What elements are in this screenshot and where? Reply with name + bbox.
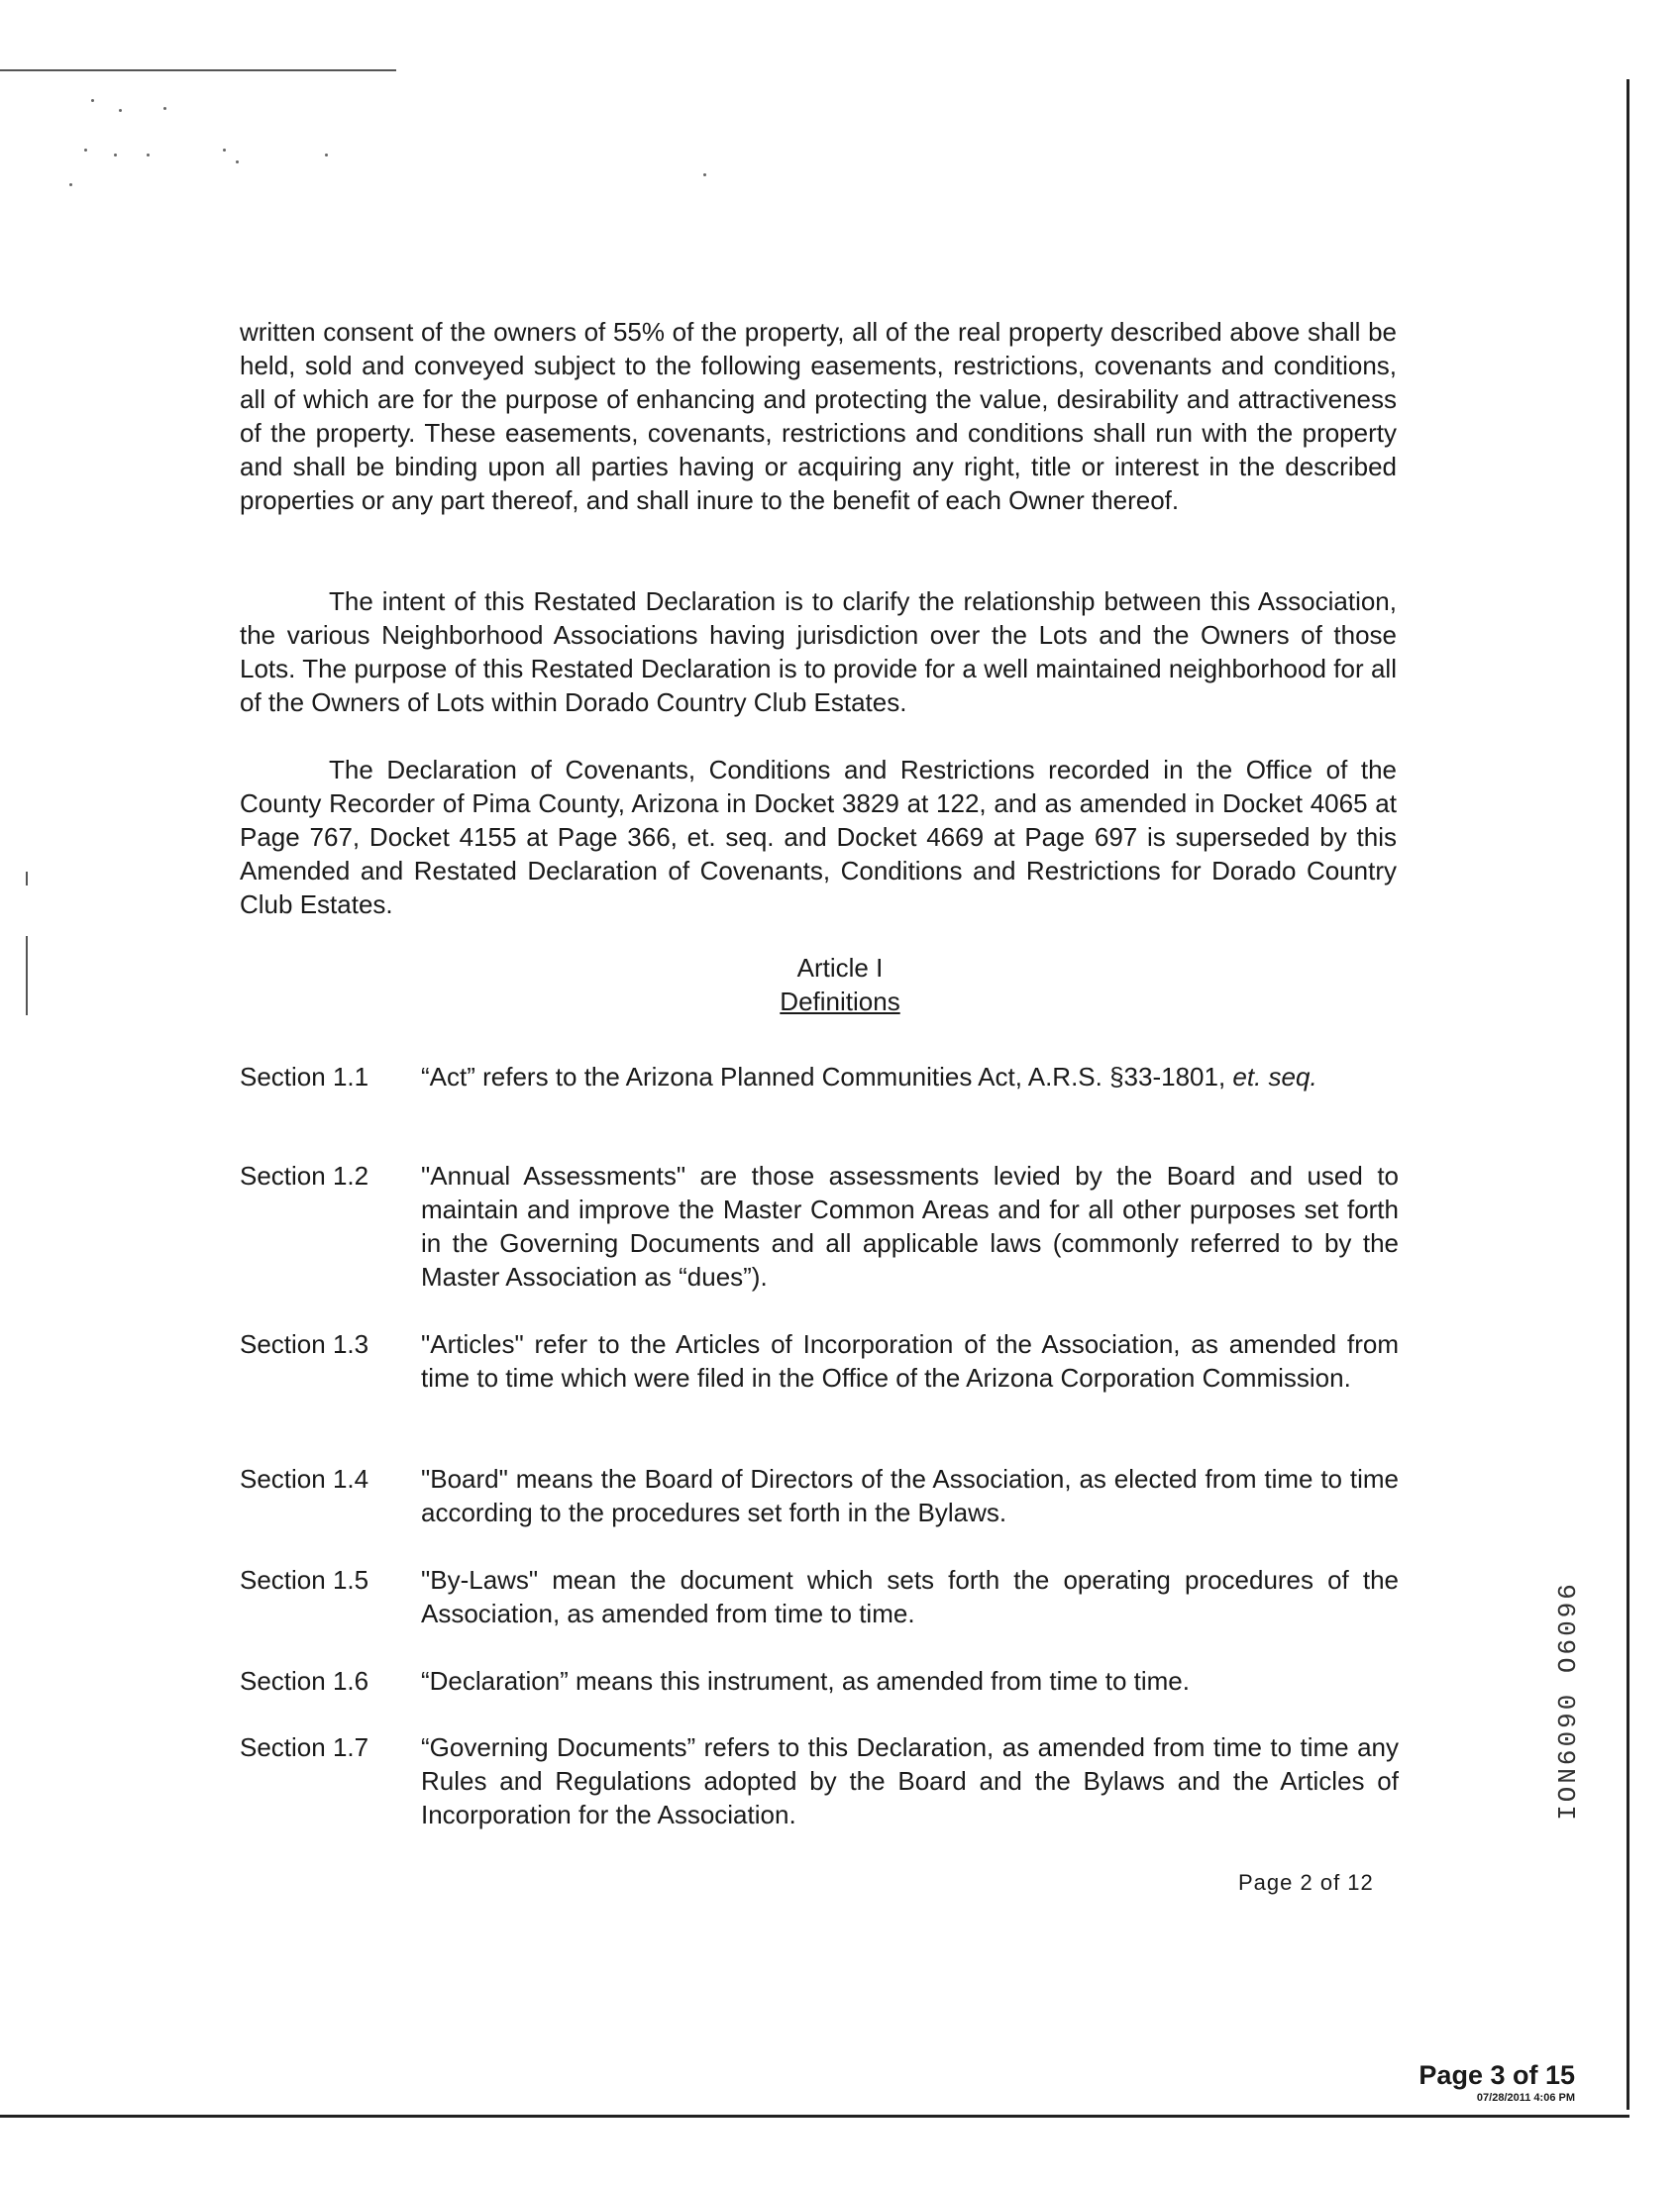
recorder-page-stamp: Page 3 of 15 [1418, 2060, 1575, 2090]
article-title: Article I [796, 953, 884, 983]
recorder-datetime: 07/28/2011 4:06 PM [1476, 2092, 1575, 2104]
section-text: "Board" means the Board of Directors of the Association, as elected from time to time according to the procedures set forth in the Bylaws. [421, 1464, 1399, 1527]
section-number: Section 1.3 [240, 1329, 369, 1359]
scan-speck [703, 173, 706, 176]
docket-margin-stamp [1545, 1575, 1585, 1832]
paragraph-3-text: The Declaration of Covenants, Conditions and Restrictions recorded in the Office of the County Recorder of Pima County, Arizona in Docket 3829 at 122, and as amended in Docket 4065 at Page 767, Docket 4155 at Page 366, et. seq. and Docket 4669 at Page 697 is superseded by this Amended and Restated Declaration of Covenants, Conditions and Restrictions for Dorado Country Club Estates. [240, 755, 1397, 919]
article-subtitle-text: Definitions [780, 987, 900, 1016]
scan-speck [223, 149, 226, 152]
section-text: “Declaration” means this instrument, as amended from time to time. [421, 1666, 1190, 1696]
article-subtitle [0, 985, 1680, 1018]
paragraph-1 [240, 315, 1397, 517]
scan-speck [84, 149, 87, 152]
docket-code: 9609O 0609NOI [1550, 1584, 1580, 1823]
section-number: Section 1.4 [240, 1464, 369, 1494]
paragraph-2 [240, 584, 1397, 719]
paragraph-2-text: The intent of this Restated Declaration is to clarify the relationship between this Association, the various Neighborhood Associations having jurisdiction over the Lots and the Owners of those Lots. The purpose of this Restated Declaration is to provide for a well maintained neighborhood for all of the Owners of Lots within Dorado Country Club Estates. [240, 586, 1397, 717]
section-text [421, 1060, 1399, 1094]
scan-speck [114, 154, 117, 156]
section-text: “Governing Documents” refers to this Declaration, as amended from time to time any Rules and Regulations adopted by the Board and the Bylaws and the Articles of Incorporation for the Association. [421, 1732, 1399, 1829]
section-text: "Articles" refer to the Articles of Incorporation of the Association, as amended from time to time which were filed in the Office of the Arizona Corporation Commission. [421, 1329, 1399, 1393]
scan-speck [147, 154, 150, 156]
section-number: Section 1.7 [240, 1732, 369, 1762]
scan-right-edge [1627, 79, 1629, 2110]
scan-speck [236, 160, 239, 163]
section-text: "Annual Assessments" are those assessments levied by the Board and used to maintain and improve the Master Common Areas and for all other purposes set forth in the Governing Documents and all applicable laws (commonly referred to by the Master Association as “dues”). [421, 1161, 1399, 1292]
section-number: Section 1.2 [240, 1161, 369, 1191]
scan-mark [26, 872, 28, 885]
section-number: Section 1.1 [240, 1062, 369, 1092]
section-number: Section 1.5 [240, 1565, 369, 1595]
scan-speck [325, 154, 328, 156]
paragraph-3 [240, 753, 1397, 921]
scan-speck [163, 107, 166, 110]
section-text: "By-Laws" mean the document which sets forth the operating procedures of the Association, as amended from time to time. [421, 1565, 1399, 1628]
paragraph-1-text: written consent of the owners of 55% of the property, all of the real property described above shall be held, sold and conveyed subject to the following easements, restrictions, covenants and conditions, all of which are for the purpose of enhancing and protecting the value, desirability and attractiveness of the property. These easements, covenants, restrictions and conditions shall run with the property and shall be binding upon all parties having or acquiring any right, title or interest in the described properties or any part thereof, and shall inure to the benefit of each Owner thereof. [240, 317, 1397, 515]
scan-speck [69, 183, 72, 186]
scan-speck [91, 99, 94, 102]
scan-bottom-edge [0, 2115, 1629, 2118]
inner-page-number: Page 2 of 12 [1238, 1870, 1374, 1895]
section-text-main: “Act” refers to the Arizona Planned Communities Act, A.R.S. §33-1801, [421, 1062, 1233, 1092]
scan-speck [119, 109, 122, 112]
scan-top-line [0, 69, 396, 71]
section-number: Section 1.6 [240, 1666, 369, 1696]
section-text-italic: et. seq. [1232, 1062, 1317, 1092]
